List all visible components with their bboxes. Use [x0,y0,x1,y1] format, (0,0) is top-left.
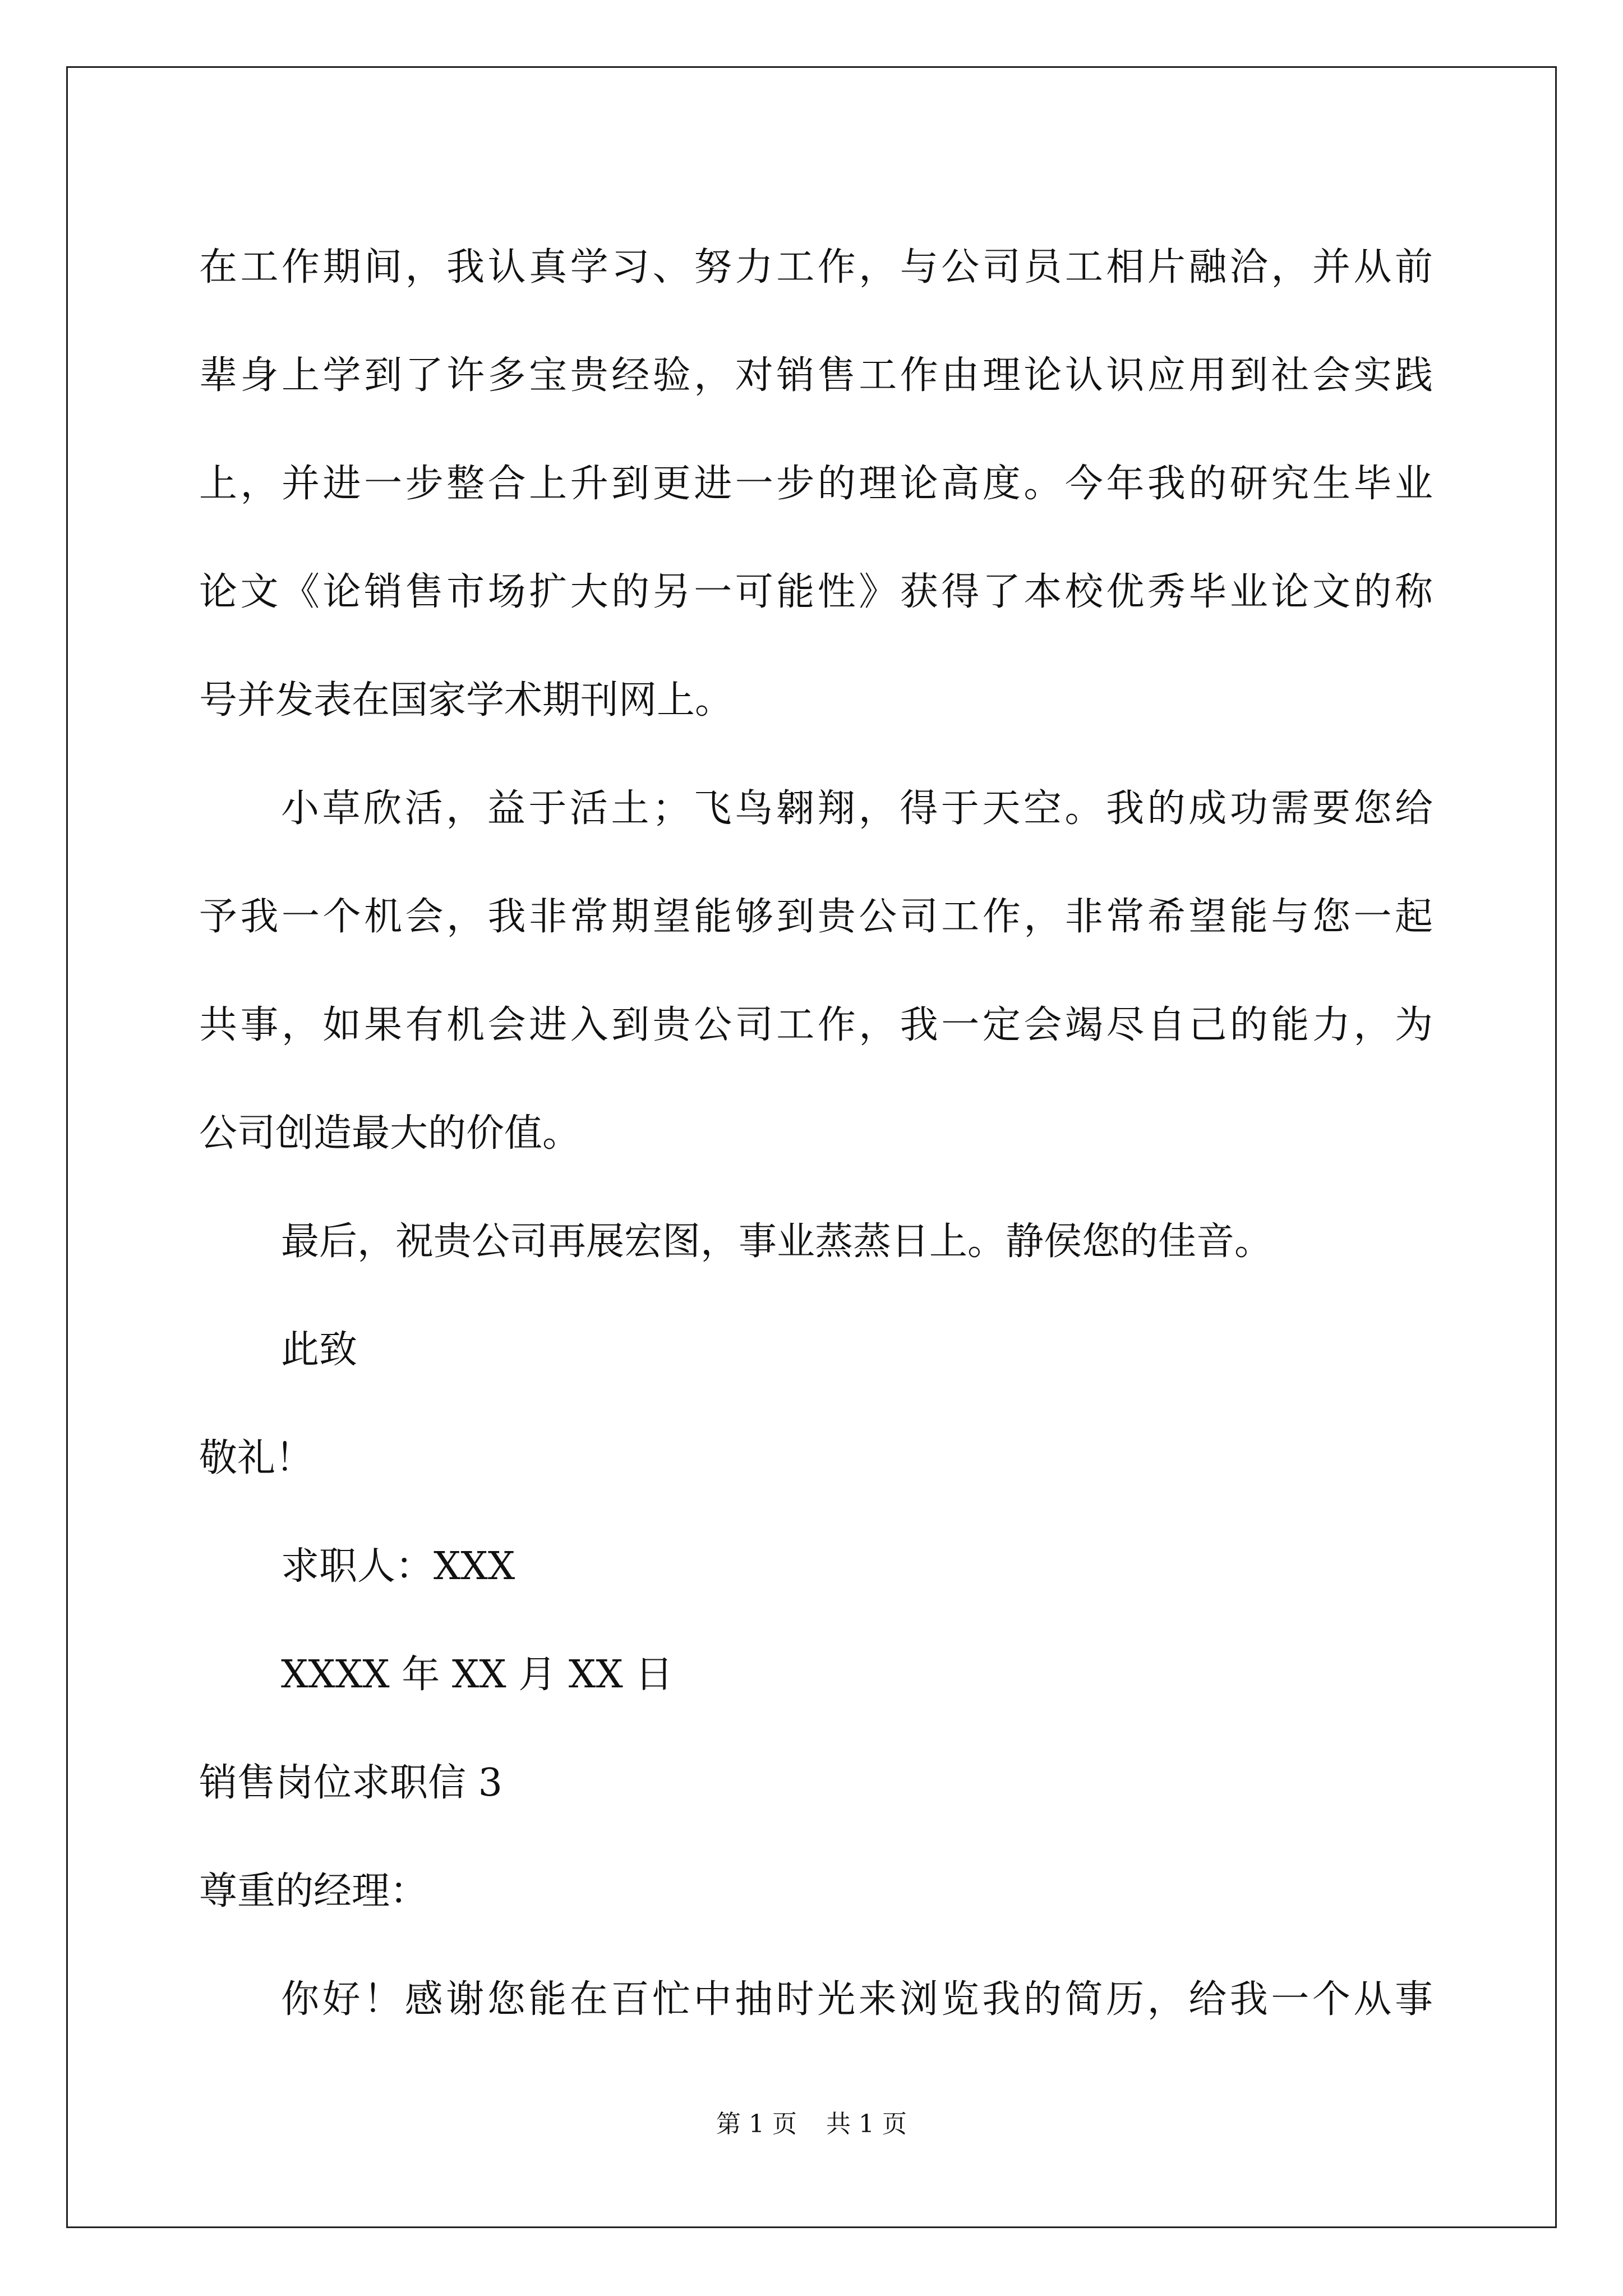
section-title: 销售岗位求职信 3 [199,1761,502,1805]
paragraph-2-line-1: 小草欣活，益于活土；飞鸟翱翔，得于天空。我的成功需要您给 [281,786,1433,831]
page-number: 第 1 页 [716,2110,797,2138]
paragraph-4-line-1: 你好！感谢您能在百忙中抽时光来浏览我的简历，给我一个从事 [281,1977,1433,2022]
page-total: 共 1 页 [826,2110,907,2138]
paragraph-2-line-4: 公司创造最大的价值。 [199,1111,581,1156]
date-text: XXXX 年 XX 月 XX 日 [281,1653,674,1697]
paragraph-1-line-5: 号并发表在国家学术期刊网上。 [199,678,734,723]
document-body [199,213,1433,2054]
paragraph-2-line-3: 共事，如果有机会进入到贵公司工作，我一定会竭尽自己的能力，为 [199,1003,1433,1047]
closing-text: 此致 [281,1328,358,1372]
page-footer [0,2104,1623,2139]
paragraph-1-line-3: 上，并进一步整合上升到更进一步的理论高度。今年我的研究生毕业 [199,462,1433,506]
paragraph-2-line-2: 予我一个机会，我非常期望能够到贵公司工作，非常希望能与您一起 [199,895,1433,939]
paragraph-1-line-1: 在工作期间，我认真学习、努力工作，与公司员工相片融洽，并从前 [199,245,1433,289]
paragraph-3: 最后，祝贵公司再展宏图，事业蒸蒸日上。静侯您的佳音。 [281,1220,1273,1264]
salute-text: 敬礼！ [199,1436,314,1480]
paragraph-1-line-4: 论文《论销售市场扩大的另一可能性》获得了本校优秀毕业论文的称 [199,570,1433,614]
paragraph-1-line-2: 辈身上学到了许多宝贵经验，对销售工作由理论认识应用到社会实践 [199,353,1433,398]
signature-text: 求职人：XXX [281,1544,515,1589]
greeting-text: 尊重的经理： [199,1869,428,1913]
